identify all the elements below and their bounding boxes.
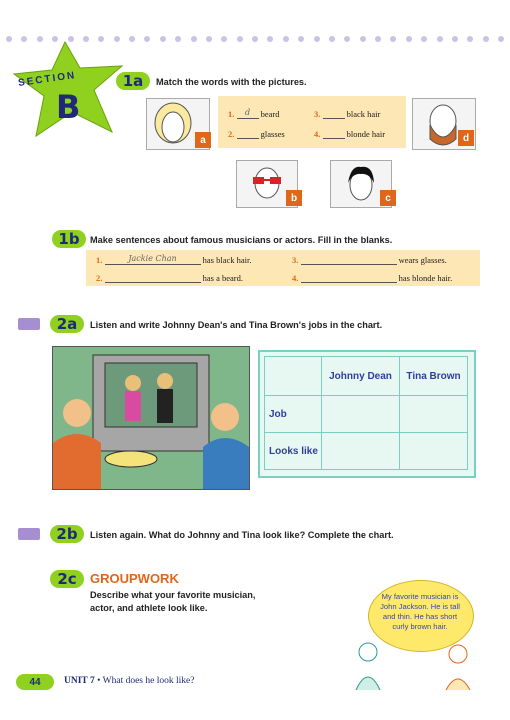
section-label: SECTION (17, 69, 77, 90)
item-text: has blonde hair. (398, 273, 453, 283)
exercise-tag-1b: 1b (52, 230, 86, 248)
chart-cell[interactable] (400, 433, 468, 470)
sentence-box-1b (86, 250, 480, 286)
section-letter: B (56, 88, 81, 126)
answer-blank[interactable] (301, 272, 397, 283)
footer-unit: UNIT 7 (64, 676, 95, 686)
cassette-icon[interactable] (18, 318, 40, 330)
item-number: 2. (228, 129, 235, 139)
word-box-1a (218, 96, 406, 148)
instruction-1a: Match the words with the pictures. (156, 77, 307, 87)
tv-illustration (52, 346, 250, 490)
tv-scene-icon (53, 347, 249, 489)
item-number: 1. (96, 255, 103, 265)
item-number: 4. (292, 273, 299, 283)
item-number: 1. (228, 109, 235, 119)
footer-title: What does he look like? (102, 676, 195, 686)
instruction-2a: Listen and write Johnny Dean's and Tina Brown's jobs in the chart. (90, 320, 383, 330)
badge-a: a (195, 132, 211, 148)
item-word: black hair (346, 109, 381, 119)
item-number: 3. (292, 255, 299, 265)
chart-cell[interactable] (400, 396, 468, 433)
answer-blank[interactable]: Jackie Chan (105, 254, 201, 265)
instruction-2b: Listen again. What do Johnny and Tina look like? Complete the chart. (90, 530, 394, 540)
answer-blank[interactable]: d (237, 108, 259, 119)
item-word: glasses (260, 129, 285, 139)
chart-box (258, 350, 476, 478)
item-number: 3. (314, 109, 321, 119)
item-text: wears glasses. (398, 255, 447, 265)
groupwork-title: GROUPWORK (90, 571, 179, 586)
chart-row-header: Looks like (265, 433, 322, 470)
badge-b: b (286, 190, 302, 206)
chart-cell[interactable] (322, 433, 400, 470)
badge-d: d (458, 130, 474, 146)
exercise-tag-1a: 1a (116, 72, 150, 90)
chart-col-header: Johnny Dean (322, 357, 400, 396)
jobs-chart (264, 356, 468, 470)
item-number: 2. (96, 273, 103, 283)
exercise-tag-2b: 2b (50, 525, 84, 543)
instruction-2c: Describe what your favorite musician, actor, and athlete look like. (90, 590, 256, 613)
students-icon (350, 630, 480, 690)
cassette-icon[interactable] (18, 528, 40, 540)
footer-bullet: • (97, 676, 101, 686)
answer-blank[interactable] (237, 128, 259, 139)
exercise-tag-2c: 2c (50, 570, 84, 588)
footer-text (64, 676, 194, 686)
speech-bubble-text: My favorite musician is John Jackson. He is tall and thin. He has short curly brown hair. (380, 592, 460, 631)
badge-c: c (380, 190, 396, 206)
item-text: has a beard. (202, 273, 243, 283)
chart-cell[interactable] (322, 396, 400, 433)
answer-blank[interactable] (105, 272, 201, 283)
item-text: has black hair. (202, 255, 252, 265)
instruction-1b: Make sentences about famous musicians or actors. Fill in the blanks. (90, 235, 393, 245)
page-number: 44 (16, 674, 54, 690)
item-number: 4. (314, 129, 321, 139)
exercise-tag-2a: 2a (50, 315, 84, 333)
chart-corner-cell (265, 357, 322, 396)
chart-row-header: Job (265, 396, 322, 433)
answer-blank[interactable] (323, 108, 345, 119)
item-word: blonde hair (346, 129, 386, 139)
item-word: beard (260, 109, 280, 119)
answer-blank[interactable] (323, 128, 345, 139)
chart-col-header: Tina Brown (400, 357, 468, 396)
answer-blank[interactable] (301, 254, 397, 265)
